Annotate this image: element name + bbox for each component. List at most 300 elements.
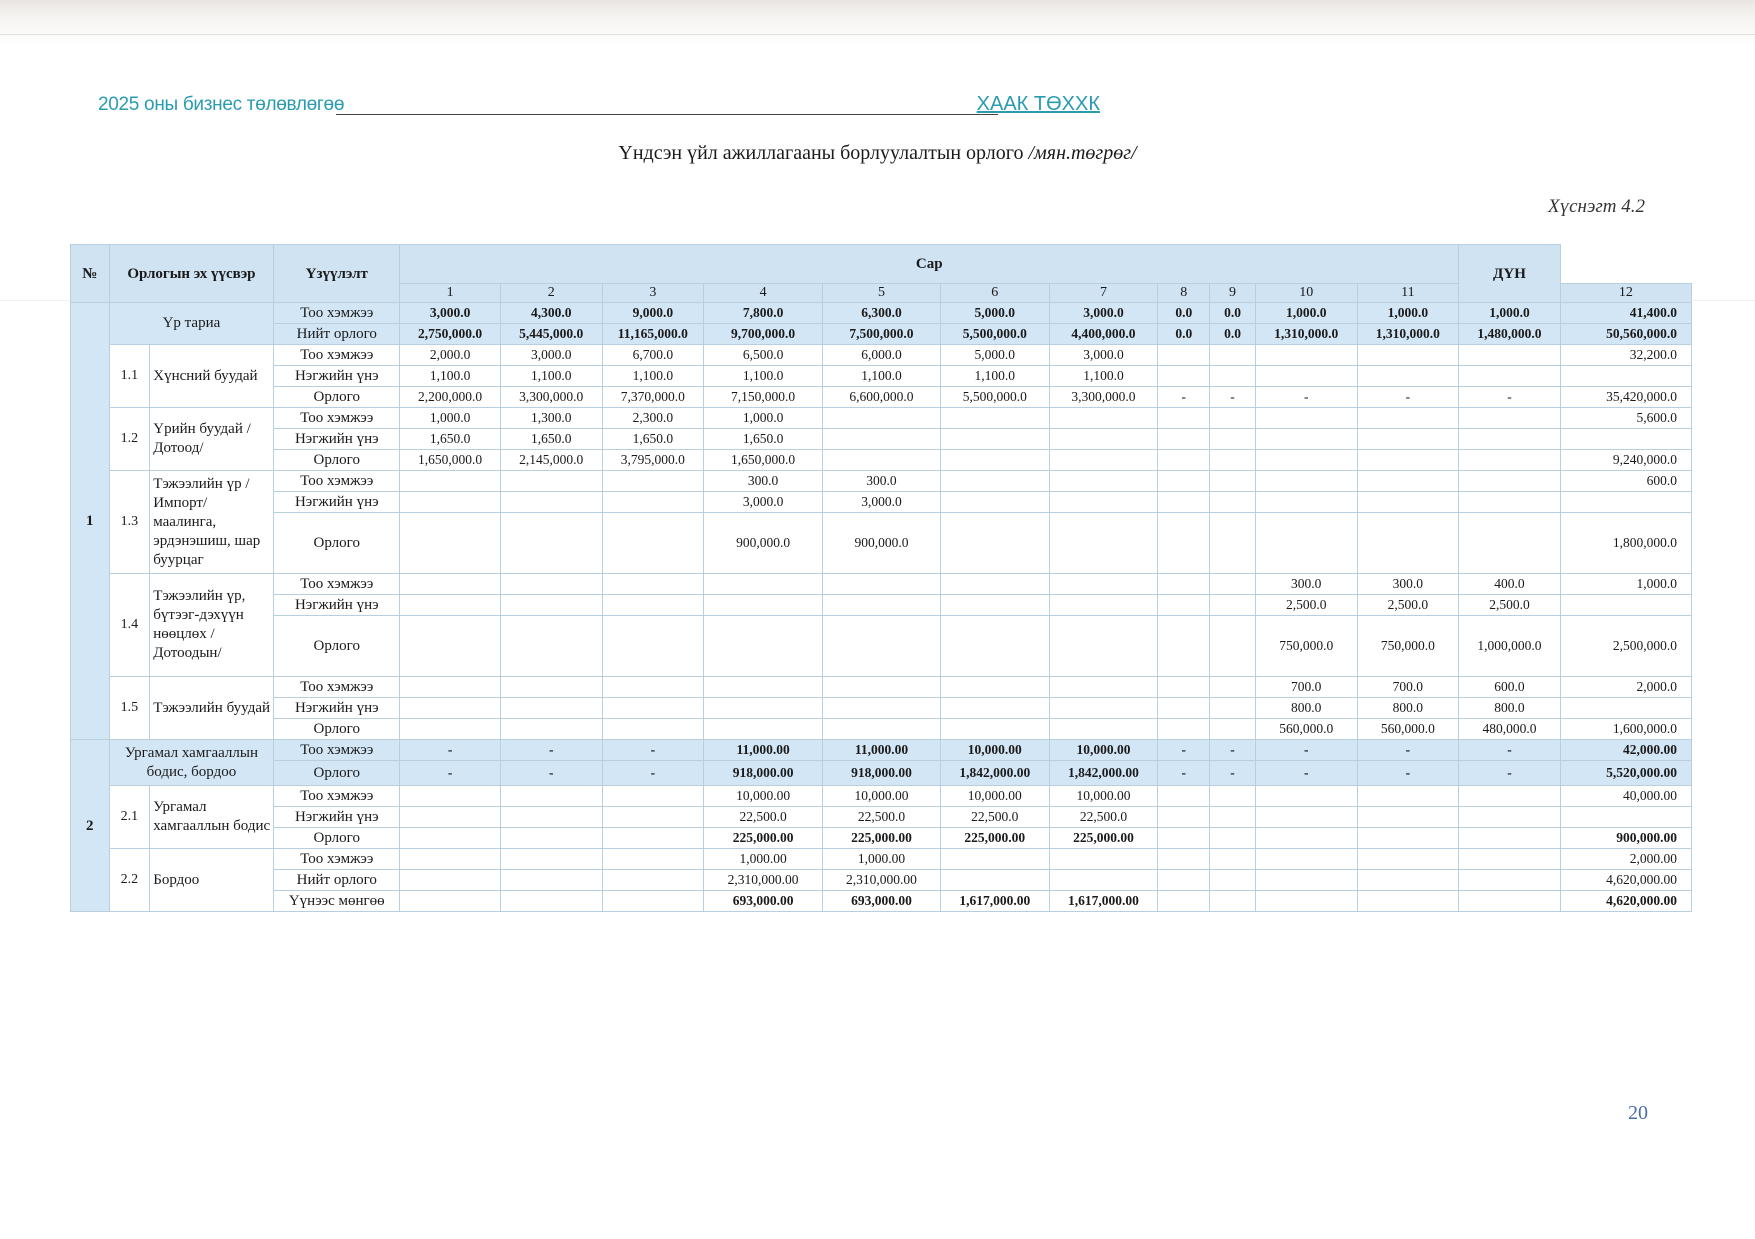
month-value: 300.0 [704,471,823,492]
month-value [1049,450,1158,471]
month-value [400,870,501,891]
group-number: 1 [71,303,110,740]
subgroup-name: Бордоо [150,849,274,912]
month-value: 300.0 [1255,574,1357,595]
header-rule [336,114,998,115]
month-value [1210,450,1256,471]
month-value: 10,000.00 [940,786,1049,807]
month-value: 693,000.00 [704,891,823,912]
row-total: 2,000.0 [1560,677,1691,698]
month-value [400,849,501,870]
month-value: 600.0 [1459,677,1561,698]
month-value: 7,500,000.0 [823,324,941,345]
month-value [1459,513,1561,574]
month-value [1049,408,1158,429]
month-value: 1,310,000.0 [1255,324,1357,345]
month-value [500,807,602,828]
month-value [1255,891,1357,912]
month-value: 918,000.00 [704,761,823,786]
table-row [71,513,1692,574]
month-header-10: 10 [1255,284,1357,303]
month-value: 1,650.0 [400,429,501,450]
month-value [1158,345,1210,366]
month-value: 1,300.0 [500,408,602,429]
month-value [1210,513,1256,574]
month-value [1459,408,1561,429]
indicator-label: Тоо хэмжээ [274,849,400,870]
month-value: 2,000.0 [400,345,501,366]
month-value [1459,450,1561,471]
month-value: 5,500,000.0 [940,324,1049,345]
month-value [1357,408,1459,429]
month-value: - [400,761,501,786]
month-value [940,849,1049,870]
month-value [1049,492,1158,513]
month-value: - [1255,740,1357,761]
month-value [1357,891,1459,912]
month-value [704,616,823,677]
indicator-label: Орлого [274,450,400,471]
month-value [1158,828,1210,849]
month-value [1357,849,1459,870]
month-value: 700.0 [1357,677,1459,698]
month-value [940,698,1049,719]
month-header-4: 4 [704,284,823,303]
subgroup-number: 2.2 [109,849,150,912]
month-value [1049,471,1158,492]
month-value: - [1459,761,1561,786]
month-header-11: 11 [1357,284,1459,303]
indicator-label: Орлого [274,761,400,786]
month-value [1255,870,1357,891]
subgroup-name: Хүнсний буудай [150,345,274,408]
month-value [823,616,941,677]
month-value: 1,480,000.0 [1459,324,1561,345]
month-value: - [602,740,704,761]
month-value: 7,800.0 [704,303,823,324]
month-value: - [1210,387,1256,408]
row-total: 1,000.0 [1560,574,1691,595]
row-total [1560,366,1691,387]
month-value [1049,595,1158,616]
col-header-total: ДҮН [1459,245,1561,303]
subgroup-name: Тэжээлийн буудай [150,677,274,740]
month-value: 900,000.0 [704,513,823,574]
month-value: 0.0 [1158,324,1210,345]
col-header-month: Сар [400,245,1459,284]
month-value: 1,650.0 [602,429,704,450]
document-title [0,142,1755,165]
month-value [1255,807,1357,828]
month-value: 5,445,000.0 [500,324,602,345]
month-value: 10,000.00 [940,740,1049,761]
group-number: 2 [71,740,110,912]
month-value: - [1158,761,1210,786]
month-value [1158,870,1210,891]
month-value: 480,000.0 [1459,719,1561,740]
month-value [1357,786,1459,807]
month-value [940,616,1049,677]
month-value [400,891,501,912]
month-value: 3,795,000.0 [602,450,704,471]
month-value [1459,345,1561,366]
subgroup-number: 1.2 [109,408,150,471]
row-total: 41,400.0 [1560,303,1691,324]
table-row [71,387,1692,408]
month-value: 22,500.0 [1049,807,1158,828]
month-value [400,513,501,574]
month-value [400,719,501,740]
month-value [940,513,1049,574]
table-row [71,891,1692,912]
month-value: 1,842,000.00 [940,761,1049,786]
month-value [1210,677,1256,698]
table-row [71,870,1692,891]
month-value: 1,100.0 [602,366,704,387]
month-value [1210,408,1256,429]
month-value: 3,000.0 [823,492,941,513]
month-value [1459,849,1561,870]
month-value: 11,165,000.0 [602,324,704,345]
month-value [500,828,602,849]
month-value [500,677,602,698]
month-value [1255,366,1357,387]
month-value [500,513,602,574]
row-total: 4,620,000.00 [1560,870,1691,891]
month-value: 918,000.00 [823,761,941,786]
month-value [940,870,1049,891]
month-value: 6,700.0 [602,345,704,366]
month-value [1255,828,1357,849]
month-value: 560,000.0 [1357,719,1459,740]
indicator-label: Тоо хэмжээ [274,786,400,807]
month-value: - [1158,387,1210,408]
month-value [400,698,501,719]
table-row [71,492,1692,513]
row-total: 5,600.0 [1560,408,1691,429]
month-value [1210,471,1256,492]
month-value [1210,595,1256,616]
month-value [1210,719,1256,740]
month-value [1210,849,1256,870]
month-value: 6,500.0 [704,345,823,366]
month-value [602,807,704,828]
month-value: 1,617,000.00 [1049,891,1158,912]
month-value [602,492,704,513]
month-value [400,786,501,807]
month-value: 3,000.0 [704,492,823,513]
month-value: 1,100.0 [400,366,501,387]
month-header-1: 1 [400,284,501,303]
month-value [400,574,501,595]
month-value [602,828,704,849]
row-total [1560,429,1691,450]
month-value [500,870,602,891]
month-value [704,677,823,698]
month-value: - [1357,740,1459,761]
month-value [500,574,602,595]
month-value [704,574,823,595]
month-value: - [1255,761,1357,786]
month-header-3: 3 [602,284,704,303]
month-value [1158,807,1210,828]
month-value [500,849,602,870]
table-row [71,677,1692,698]
month-value [1049,574,1158,595]
row-total: 50,560,000.0 [1560,324,1691,345]
row-total: 40,000.00 [1560,786,1691,807]
month-value: 1,100.0 [704,366,823,387]
month-value [1459,891,1561,912]
table-row [71,345,1692,366]
month-value: - [1459,740,1561,761]
month-value: 0.0 [1158,303,1210,324]
month-value: 2,500.0 [1459,595,1561,616]
col-header-no: № [71,245,110,303]
month-header-8: 8 [1158,284,1210,303]
month-value [1459,366,1561,387]
month-value: 9,000.0 [602,303,704,324]
indicator-label: Нэгжийн үнэ [274,595,400,616]
month-value [1255,429,1357,450]
month-value [940,719,1049,740]
month-value: 1,000,000.0 [1459,616,1561,677]
month-value [1049,698,1158,719]
col-header-indicator: Үзүүлэлт [274,245,400,303]
month-value [1158,471,1210,492]
month-value [1255,471,1357,492]
month-value [1459,471,1561,492]
month-value: - [500,740,602,761]
table-row [71,366,1692,387]
month-value: 693,000.00 [823,891,941,912]
month-value [1158,513,1210,574]
month-value [1158,616,1210,677]
indicator-label: Нийт орлого [274,324,400,345]
month-value [704,595,823,616]
subgroup-number: 1.1 [109,345,150,408]
indicator-label: Нэгжийн үнэ [274,429,400,450]
subgroup-name: Тэжээлийн үр, бүтээг-дэхүүн нөөцлөх /Дотоодын/ [150,574,274,677]
month-value: - [400,740,501,761]
table-row [71,429,1692,450]
month-value [1158,408,1210,429]
group-summary-row [71,324,1692,345]
month-value [1049,677,1158,698]
month-value [400,807,501,828]
row-total: 9,240,000.0 [1560,450,1691,471]
table-row [71,450,1692,471]
month-value: 9,700,000.0 [704,324,823,345]
month-value [1357,492,1459,513]
month-value: 22,500.0 [823,807,941,828]
month-value: 4,300.0 [500,303,602,324]
group-summary-row [71,303,1692,324]
month-value: - [1210,740,1256,761]
month-value: 800.0 [1357,698,1459,719]
month-value: 1,000.0 [1459,303,1561,324]
month-value: 10,000.00 [1049,786,1158,807]
month-value [1210,616,1256,677]
month-value [400,616,501,677]
row-total [1560,492,1691,513]
group-summary-row [71,761,1692,786]
group-name: Үр тариа [109,303,274,345]
month-value: 1,650,000.0 [704,450,823,471]
title-main: Үндсэн үйл ажиллагааны борлуулалтын орлого [618,142,1029,164]
month-value [1210,429,1256,450]
month-value [1459,807,1561,828]
month-value: 5,500,000.0 [940,387,1049,408]
month-value: 3,000.0 [500,345,602,366]
month-value: 400.0 [1459,574,1561,595]
month-value [1459,870,1561,891]
month-value: 300.0 [1357,574,1459,595]
month-value [704,719,823,740]
indicator-label: Тоо хэмжээ [274,303,400,324]
month-value: 1,100.0 [823,366,941,387]
month-value [940,574,1049,595]
month-value: 1,650.0 [500,429,602,450]
month-value: 560,000.0 [1255,719,1357,740]
indicator-label: Тоо хэмжээ [274,677,400,698]
month-value [1357,345,1459,366]
table-row [71,849,1692,870]
indicator-label: Тоо хэмжээ [274,740,400,761]
month-value: - [1459,387,1561,408]
month-value [1158,574,1210,595]
month-value [1158,366,1210,387]
month-value: 5,000.0 [940,345,1049,366]
month-value [1158,786,1210,807]
month-value [602,616,704,677]
month-value [1210,870,1256,891]
month-value [1158,677,1210,698]
month-value [602,719,704,740]
table-row [71,616,1692,677]
indicator-label: Нэгжийн үнэ [274,366,400,387]
month-header-2: 2 [500,284,602,303]
month-value: 11,000.00 [823,740,941,761]
month-value [1357,828,1459,849]
header-row [71,245,1692,284]
month-value [1210,345,1256,366]
month-value: 0.0 [1210,324,1256,345]
indicator-label: Орлого [274,513,400,574]
title-unit: /мян.төгрөг/ [1028,142,1137,164]
month-value [1210,492,1256,513]
month-value: 1,000.0 [1255,303,1357,324]
month-value [602,513,704,574]
header-plan-title: 2025 оны бизнес төлөвлөгөө [98,94,345,115]
month-value [400,828,501,849]
table-row [71,698,1692,719]
month-value: 10,000.00 [1049,740,1158,761]
month-value [602,786,704,807]
month-value [500,595,602,616]
month-value [1255,450,1357,471]
page-header [98,92,1102,118]
month-value: 3,000.0 [1049,303,1158,324]
month-value [1049,616,1158,677]
month-value [1158,450,1210,471]
month-value [500,492,602,513]
month-value [1210,807,1256,828]
table-row [71,719,1692,740]
month-value [1049,429,1158,450]
table-row [71,786,1692,807]
month-value [1049,719,1158,740]
month-value: 1,000.00 [823,849,941,870]
month-value [400,677,501,698]
month-value [500,616,602,677]
month-value [1357,366,1459,387]
revenue-table [70,244,1692,912]
month-value: 225,000.00 [704,828,823,849]
month-value [1210,786,1256,807]
month-value: 5,000.0 [940,303,1049,324]
month-value: 3,000.0 [1049,345,1158,366]
indicator-label: Тоо хэмжээ [274,574,400,595]
month-value: 6,600,000.0 [823,387,941,408]
indicator-label: Тоо хэмжээ [274,471,400,492]
month-value [1210,891,1256,912]
month-value [940,471,1049,492]
indicator-label: Нийт орлого [274,870,400,891]
month-value [1357,450,1459,471]
month-value [1158,719,1210,740]
month-value: 1,310,000.0 [1357,324,1459,345]
month-value [1255,345,1357,366]
subgroup-number: 1.4 [109,574,150,677]
month-value: 225,000.00 [940,828,1049,849]
month-value [500,698,602,719]
table-row [71,408,1692,429]
month-value [1210,574,1256,595]
table-row [71,595,1692,616]
month-value: 1,100.0 [1049,366,1158,387]
month-value [1158,849,1210,870]
month-value [940,595,1049,616]
month-value [823,595,941,616]
row-total: 5,520,000.00 [1560,761,1691,786]
month-value: - [1210,761,1256,786]
subgroup-number: 2.1 [109,786,150,849]
month-value [602,891,704,912]
month-value [704,698,823,719]
month-value: 1,650,000.0 [400,450,501,471]
month-value: 1,650.0 [704,429,823,450]
month-value: - [1357,387,1459,408]
month-value [823,429,941,450]
table-row [71,807,1692,828]
subgroup-name: Ургамал хамгааллын бодис [150,786,274,849]
month-value: 225,000.00 [823,828,941,849]
month-value [1357,513,1459,574]
header-company: ХААК ТӨХХК [976,93,1100,115]
subgroup-number: 1.5 [109,677,150,740]
month-value [400,492,501,513]
month-value: 1,842,000.00 [1049,761,1158,786]
month-value: 10,000.00 [823,786,941,807]
month-value [1049,513,1158,574]
month-value: 6,300.0 [823,303,941,324]
indicator-label: Орлого [274,387,400,408]
month-value [1210,366,1256,387]
month-value [602,574,704,595]
month-header-6: 6 [940,284,1049,303]
month-value [1158,492,1210,513]
